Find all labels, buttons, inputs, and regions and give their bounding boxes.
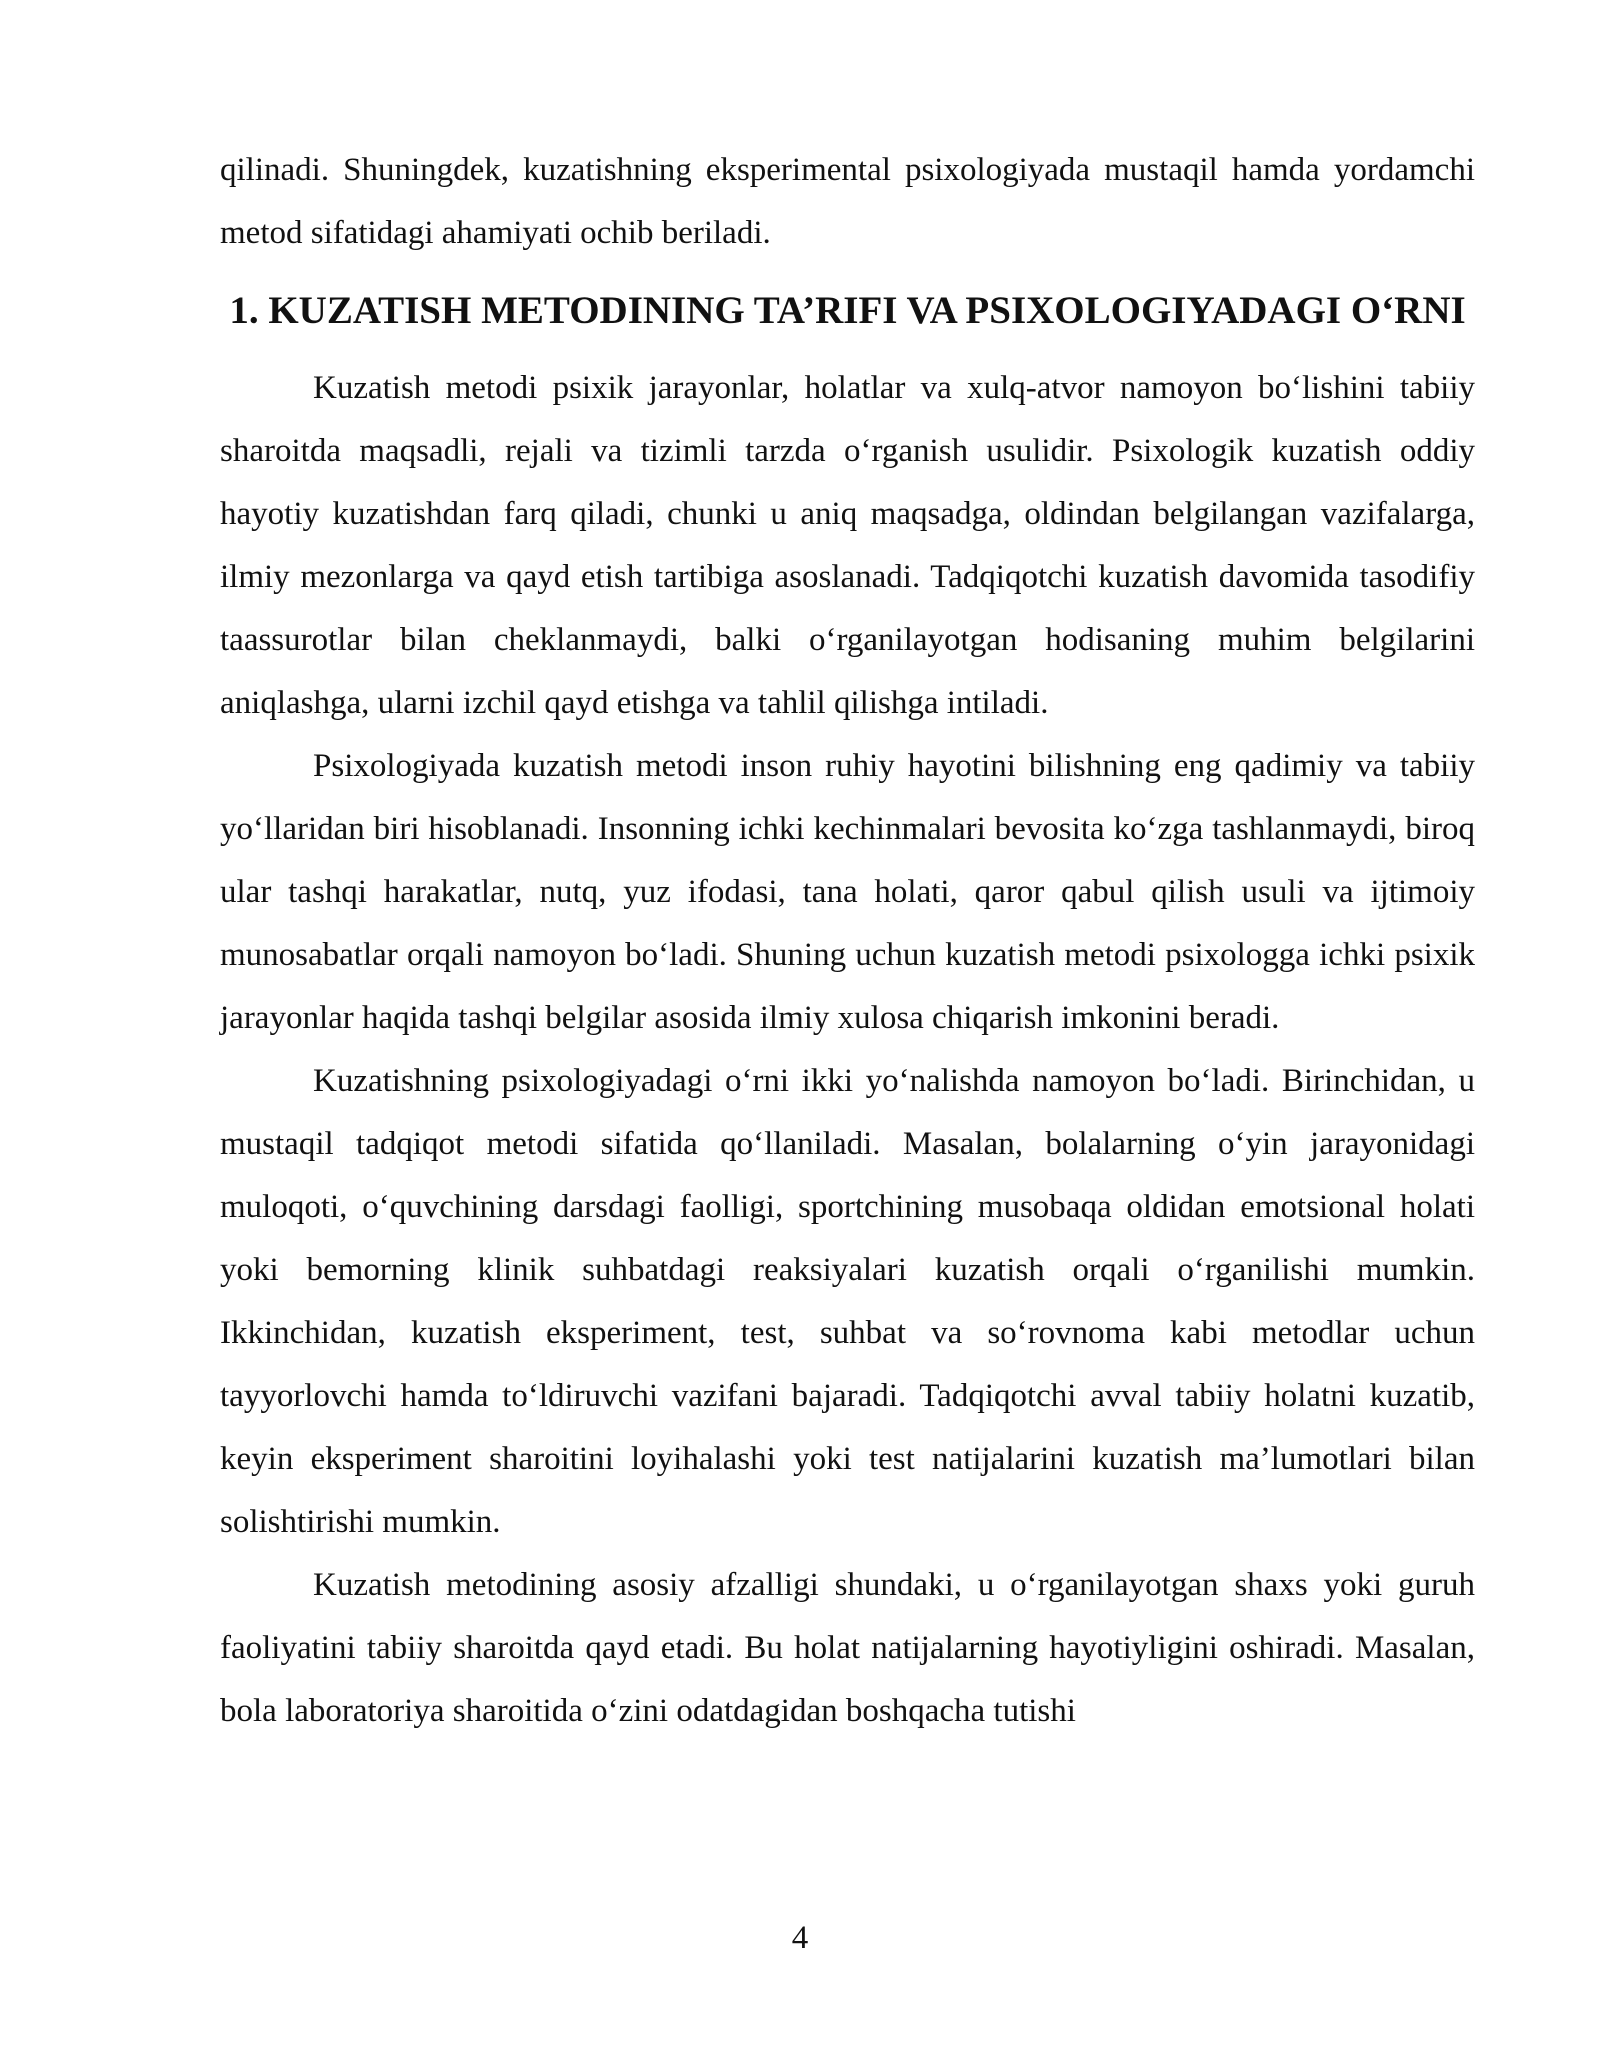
paragraph-definition: Kuzatish metodi psixik jarayonlar, holatlar va xulq-atvor namoyon bo‘lishini tabiiy sharoitda maqsadli, rejali va tizimli tarzda o‘rganish usulidir. Psixologik kuzatish oddiy hayotiy kuzatishdan farq qiladi, chunki u aniq maqsadga, oldindan belgilangan vazifalarga, ilmiy mezonlarga va qayd etish tartibiga asoslanadi. Tadqiqotchi kuzatish davomida tasodifiy taassurotlar bilan cheklanmaydi, balki o‘rganilayotgan hodisaning muhim belgilarini aniqlashga, ularni izchil qayd etishga va tahlil qilishga intiladi. bbox=[220, 370, 1475, 721]
paragraph-advantage: Kuzatish metodining asosiy afzalligi shundaki, u o‘rganilayotgan shaxs yoki guruh faoliyatini tabiiy sharoitda qayd etadi. Bu holat natijalarning hayotiyligini oshiradi. Masalan, bola laboratoriya sharoitida o‘zini odatdagidan boshqacha tutishi bbox=[220, 1567, 1475, 1729]
paragraph-role: Kuzatishning psixologiyadagi o‘rni ikki yo‘nalishda namoyon bo‘ladi. Birinchidan, u mustaqil tadqiqot metodi sifatida qo‘llaniladi. Masalan, bolalarning o‘yin jarayonidagi muloqoti, o‘quvchining darsdagi faolligi, sportchining musobaqa oldidan emotsional holati yoki bemorning klinik suhbatdagi reaksiyalari kuzatish orqali o‘rganilishi mumkin. Ikkinchidan, kuzatish eksperiment, test, suhbat va so‘rovnoma kabi metodlar uchun tayyorlovchi hamda to‘ldiruvchi vazifani bajaradi. Tadqiqotchi avval tabiiy holatni kuzatib, keyin eksperiment sharoitini loyihalashi yoki test natijalarini kuzatish ma’lumotlari bilan solishtirishi mumkin. bbox=[220, 1063, 1475, 1540]
page-number: 4 bbox=[791, 1920, 809, 1956]
page-content bbox=[220, 139, 1475, 1743]
section-heading: 1. KUZATISH METODINING TA’RIFI VA PSIXOLOGIYADAGI O‘RNI bbox=[229, 289, 1466, 332]
paragraph-continuation: qilinadi. Shuningdek, kuzatishning eksperimental psixologiyada mustaqil hamda yordamchi metod sifatidagi ahamiyati ochib beriladi. bbox=[220, 152, 1475, 251]
paragraph-history: Psixologiyada kuzatish metodi inson ruhiy hayotini bilishning eng qadimiy va tabiiy yo‘llaridan biri hisoblanadi. Insonning ichki kechinmalari bevosita ko‘zga tashlanmaydi, biroq ular tashqi harakatlar, nutq, yuz ifodasi, tana holati, qaror qabul qilish usuli va ijtimoiy munosabatlar orqali namoyon bo‘ladi. Shuning uchun kuzatish metodi psixologga ichki psixik jarayonlar haqida tashqi belgilar asosida ilmiy xulosa chiqarish imkonini beradi. bbox=[220, 748, 1475, 1036]
